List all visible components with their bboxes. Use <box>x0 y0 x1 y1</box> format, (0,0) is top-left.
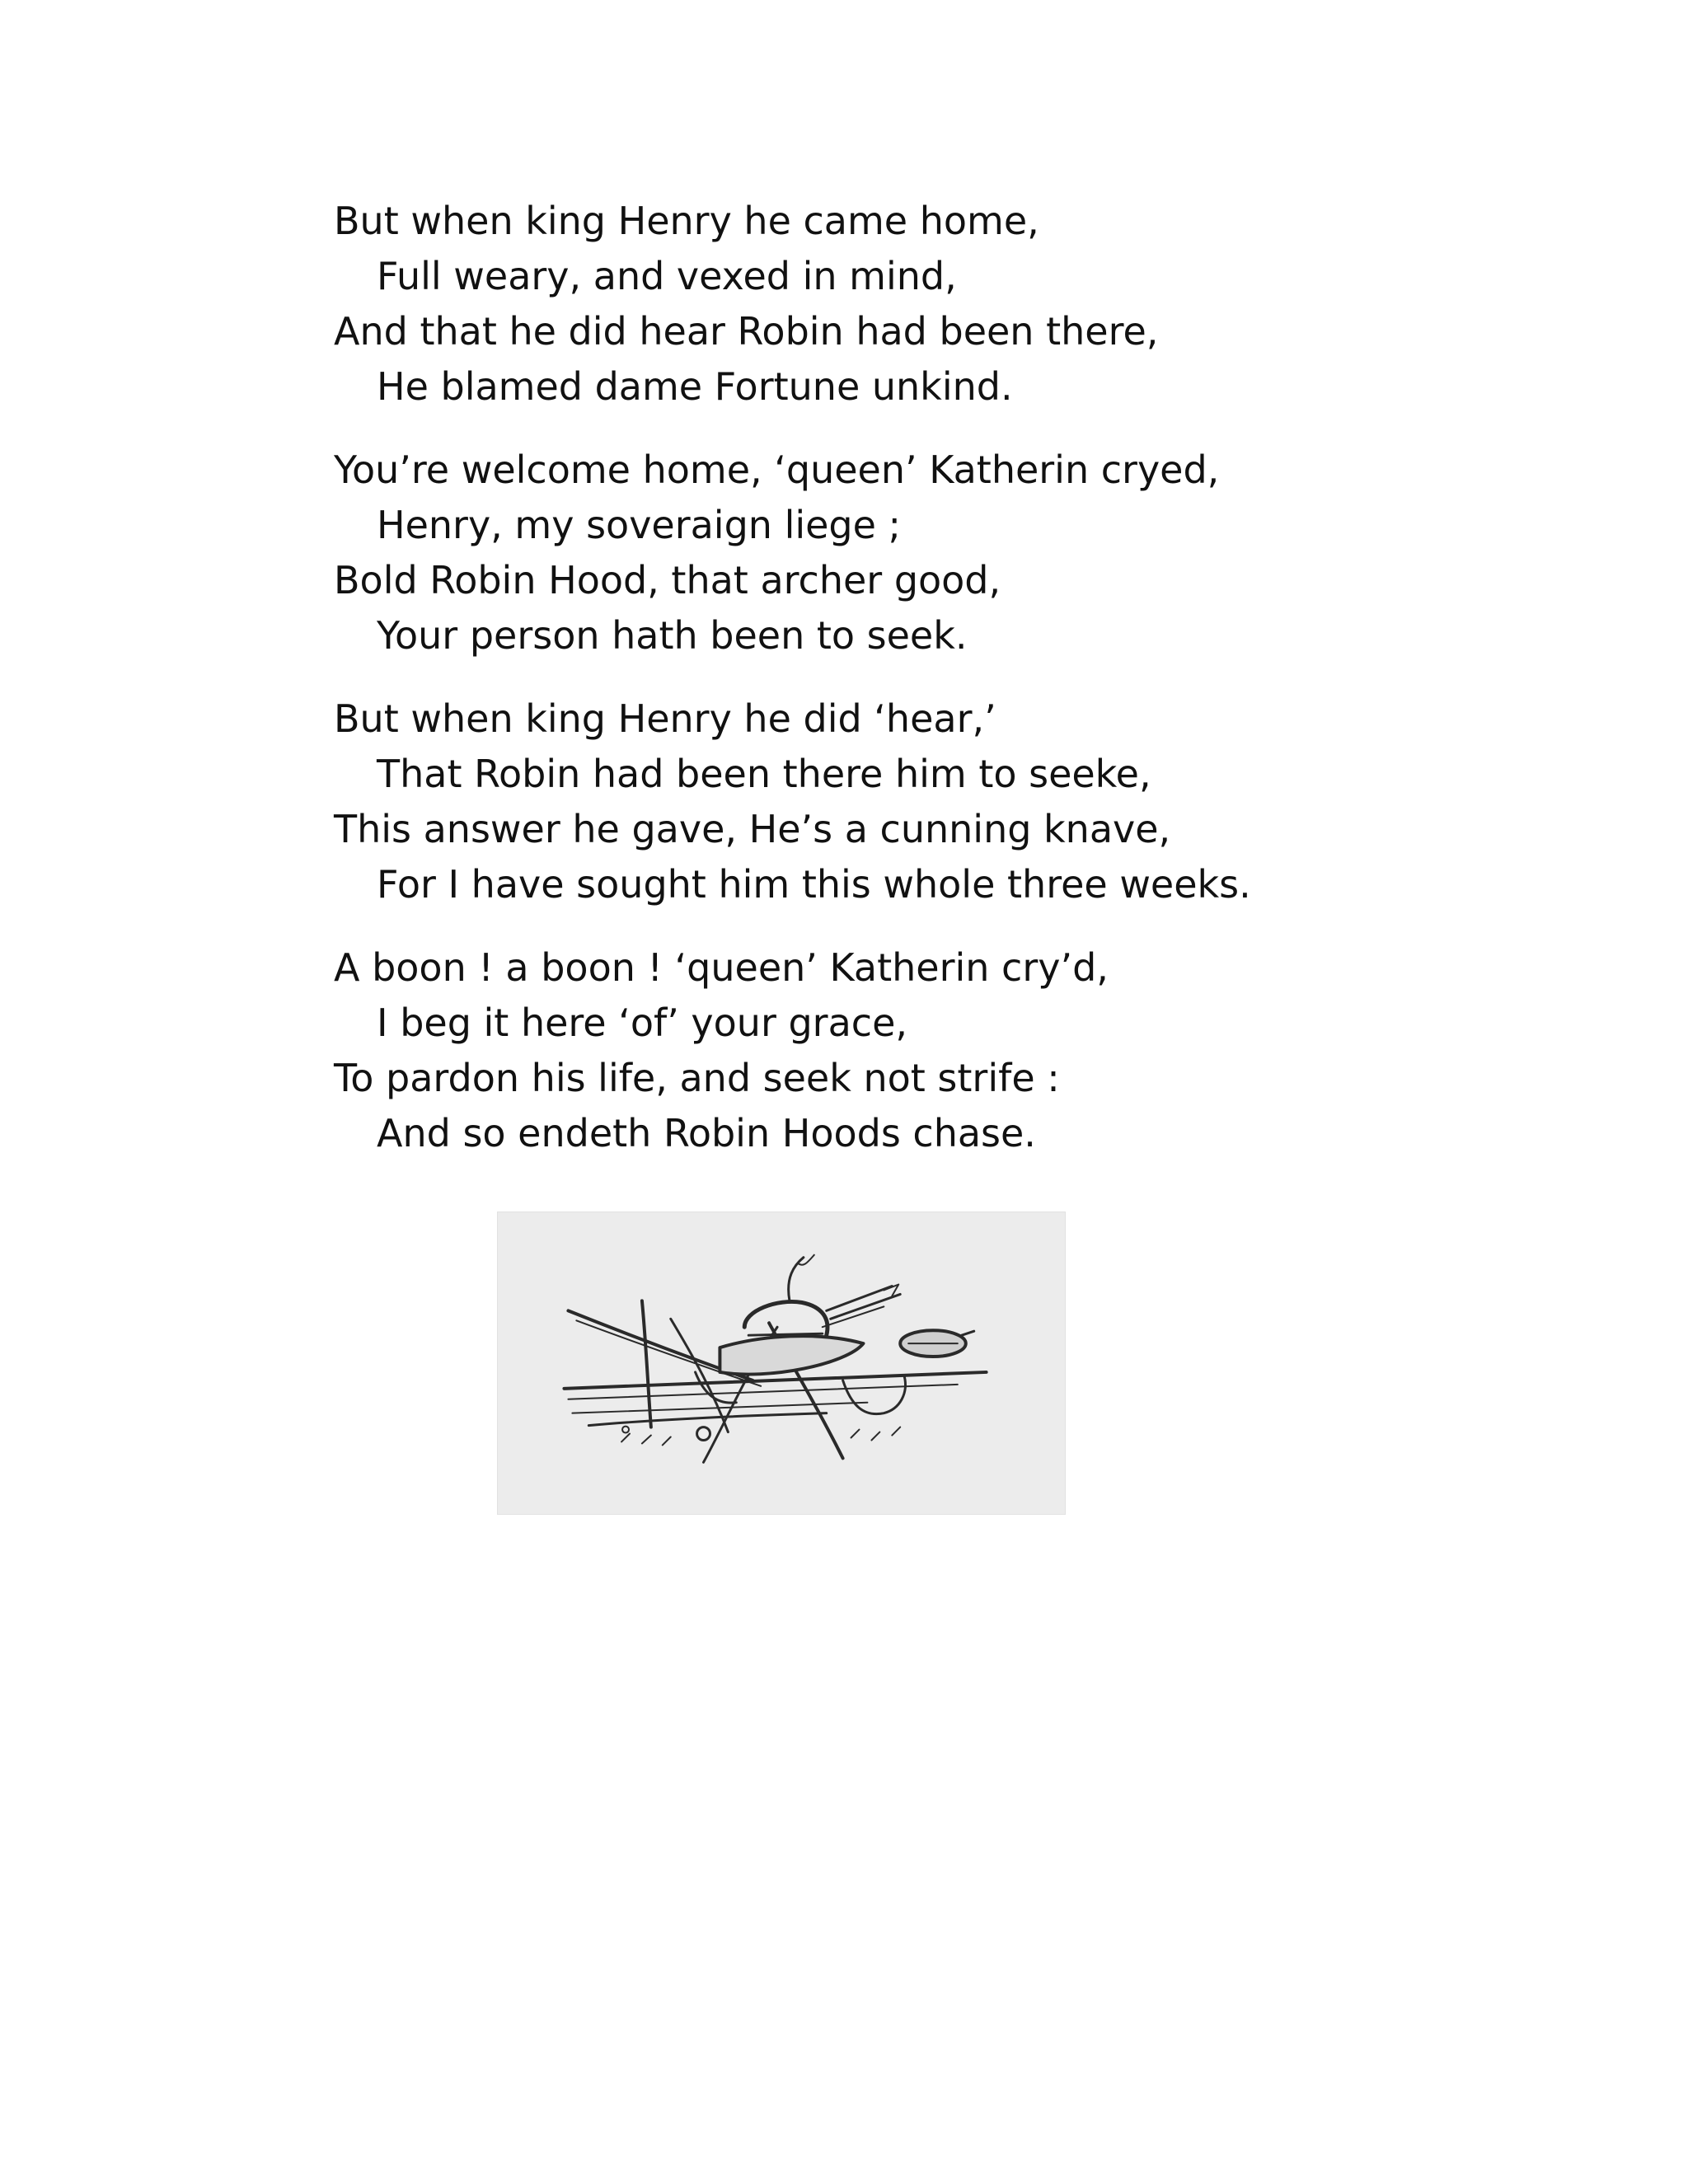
poem-line: But when king Henry he did ‘hear,’ <box>334 696 996 741</box>
poem-line: This answer he gave, He’s a cunning knave, <box>334 807 1171 851</box>
poem <box>334 194 1405 1189</box>
poem-line: He blamed dame Fortune unkind. <box>377 364 1013 409</box>
poem-line: For I have sought him this whole three weeks. <box>377 862 1251 907</box>
stanza-4 <box>334 940 1405 1161</box>
poem-line: I beg it here ‘of’ your grace, <box>377 1001 907 1045</box>
poem-line: You’re welcome home, ‘queen’ Katherin cryed, <box>334 448 1220 492</box>
poem-line: And that he did hear Robin had been there, <box>334 309 1159 354</box>
stanza-3 <box>334 691 1405 912</box>
stanza-1 <box>334 194 1405 415</box>
poem-line: And so endeth Robin Hoods chase. <box>377 1111 1036 1155</box>
poem-line: To pardon his life, and seek not strife : <box>334 1056 1060 1100</box>
poem-line: Henry, my soveraign liege ; <box>377 503 902 547</box>
stanza-2 <box>334 443 1405 663</box>
poem-line: Bold Robin Hood, that archer good, <box>334 558 1001 602</box>
vignette-illustration <box>497 1212 1066 1515</box>
poem-line: That Robin had been there him to seeke, <box>377 752 1151 796</box>
poem-line: But when king Henry he came home, <box>334 199 1039 243</box>
hat-bow-arrows-vignette-icon <box>498 1212 1065 1514</box>
poem-line: A boon ! a boon ! ‘queen’ Katherin cry’d, <box>334 945 1109 990</box>
poem-line: Full weary, and vexed in mind, <box>377 254 957 298</box>
poem-line: Your person hath been to seek. <box>377 613 968 658</box>
